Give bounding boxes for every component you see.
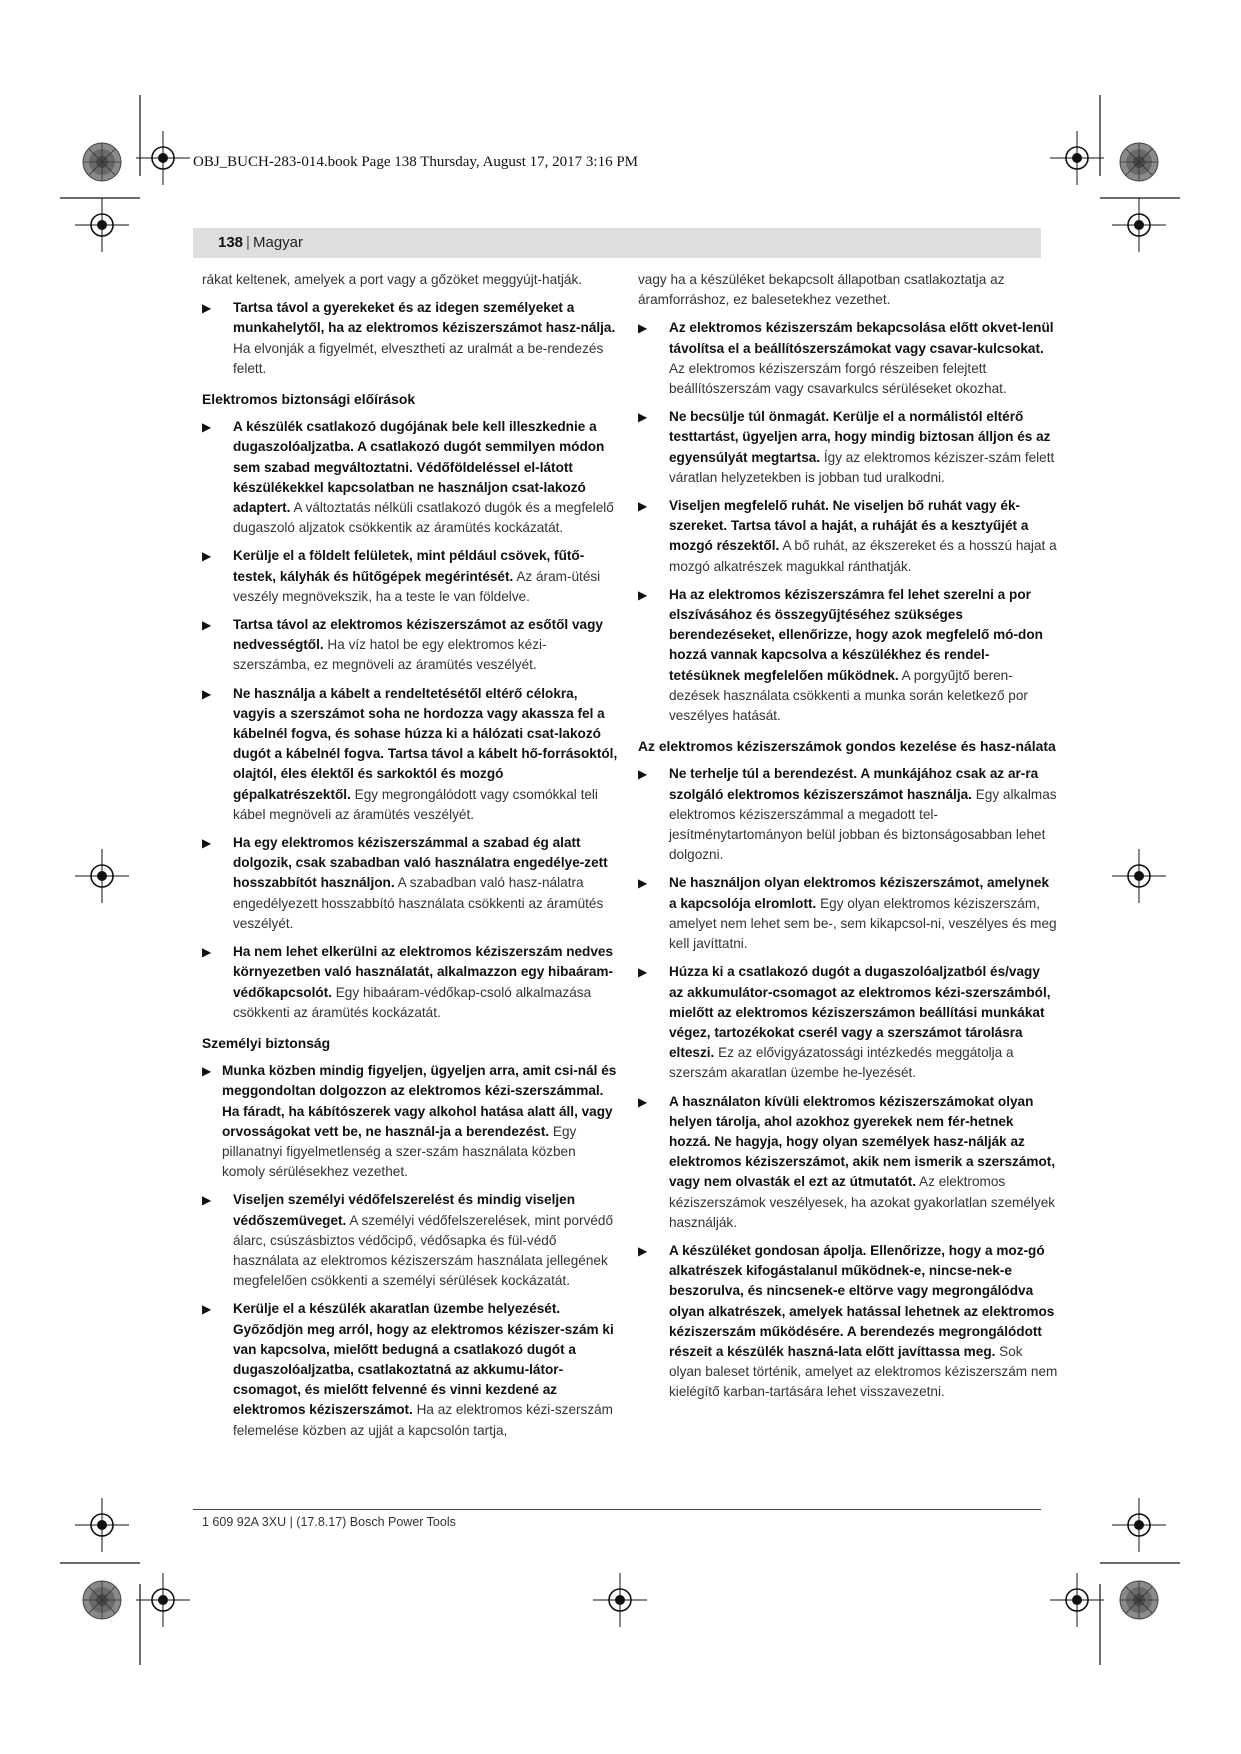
color-bar-circle-icon [1120, 143, 1158, 181]
bullet-item: ▶ Ha egy elektromos kéziszerszámmal a szabad ég alatt dolgozik, csak szabadban való használatra engedélye-zett hosszabbítót használjon. A szabadban való hasz-nálatra engedélyezett hosszabbító használata csökkenti az áramütés veszélyét. [202, 835, 608, 931]
bullet-item: ▶ Kerülje el a földelt felületek, mint például csövek, fűtő-testek, kályhák és hűtőgépek megérintését. Az áram-ütési veszély megnövekszik, ha a teste le van földelve. [202, 548, 601, 604]
section-heading: Az elektromos kéziszerszámok gondos kezelése és hasz-nálata [638, 738, 1056, 755]
header-separator: | [246, 234, 250, 251]
registration-mark-icon [136, 131, 190, 185]
bullet-item: ▶ Tartsa távol az elektromos kéziszerszámot az esőtől vagy nedvességtől. Ha víz hatol be egy elektromos kézi-szerszámba, ez megnöveli az áramütés veszélyét. [202, 617, 603, 673]
bullet-item: ▶ Húzza ki a csatlakozó dugót a dugaszolóaljzatból és/vagy az akkumulátor-csomagot az elektromos kézi-szerszámból, mielőtt az elektromos kéziszerszámon beállítási munkákat végez, tartozékokat cserél vagy a szerszámot tárolásra elteszi. Ez az elővigyázatossági intézkedés meggátolja a szerszám akaratlan üzembe he-lyezését. [638, 964, 1051, 1081]
bullet-arrow-icon: ▶ [202, 1064, 212, 1079]
registration-mark-icon [1112, 198, 1166, 252]
color-bar-circle-icon [83, 1581, 121, 1619]
registration-mark-icon [75, 1498, 129, 1552]
paragraph: rákat keltenek, amelyek a port vagy a gőzöket meggyújt-hatják. [202, 272, 583, 287]
page-footer: 1 609 92A 3XU | (17.8.17) Bosch Power Tools [202, 1515, 456, 1529]
registration-mark-icon [593, 1573, 647, 1627]
bullet-arrow-icon: ▶ [638, 1094, 648, 1109]
bullet-item: ▶ Ne terhelje túl a berendezést. A munkájához csak az ar-ra szolgáló elektromos kéziszerszámot használja. Egy alkalmas elektromos kéziszerszámmal a megadott tel-jesítménytartományon belül jobban és biztonságosabban lehet dolgozni. [638, 766, 1057, 863]
bullet-item: ▶ Viseljen megfelelő ruhát. Ne viseljen bő ruhát vagy ék-szereket. Tartsa távol a haját, a ruháját és a kesztyűjét a mozgó részektől. A bő ruhát, az ékszereket és a hosszú hajat a mozgó alkatrészek magukkal ránthatják. [638, 498, 1057, 574]
registration-mark-icon [1050, 1573, 1104, 1627]
bullet-arrow-icon: ▶ [202, 945, 212, 960]
bullet-arrow-icon: ▶ [202, 836, 212, 851]
bullet-item: ▶ A használaton kívüli elektromos kéziszerszámokat olyan helyen tárolja, ahol azokhoz gyerekek nem fér-hetnek hozzá. Ne hagyja, hogy olyan személyek hasz-nálják az elektromos kéziszerszámot, akik nem ismerik a szerszámot, vagy nem olvasták el ezt az útmutatót. Az elektromos kéziszerszámok veszélyesek, ha azokat gyakorlatlan személyek használják. [638, 1093, 1056, 1230]
bullet-arrow-icon: ▶ [638, 767, 648, 782]
bullet-item: ▶ Tartsa távol a gyerekeket és az idegen személyeket a munkahelytől, ha az elektromos kéziszerszámot hasz-nálja. Ha elvonják a figyelmét, elvesztheti az uralmát a be-rendezés felett. [202, 300, 616, 376]
bullet-item: ▶ Ne használja a kábelt a rendeltetésétől eltérő célokra, vagyis a szerszámot soha ne hordozza vagy akassza fel a kábelnél fogva, és sohase húzza ki a hálózati csat-lakozó dugót a kábelnél fogva. Tartsa távol a kábelt hő-forrásoktól, olajtól, éles élektől és sarkoktól és mozgó gépalkatrészektől. Egy megrongálódott vagy csomókkal teli kábel megnöveli az áramütés veszélyét. [202, 685, 618, 822]
registration-mark-icon [1112, 849, 1166, 903]
bullet-item: ▶ Ha nem lehet elkerülni az elektromos kéziszerszám nedves környezetben való használatát, alkalmazzon egy hibaáram-védőkapcsolót. Egy hibaáram-védőkap-csoló alkalmazása csökkenti az áramütés kockázatát. [202, 944, 614, 1020]
registration-mark-icon [136, 1573, 190, 1627]
bullet-arrow-icon: ▶ [638, 499, 648, 514]
bullet-arrow-icon: ▶ [202, 1302, 212, 1317]
page-header [193, 228, 1041, 258]
bullet-item: ▶ Az elektromos kéziszerszám bekapcsolása előtt okvet-lenül távolítsa el a beállítószerszámokat vagy csavar-kulcsokat. Az elektromos kéziszerszám forgó részeiben felejtett beállítószerszám vagy csavarkulcs sérüléseket okozhat. [638, 320, 1054, 397]
bullet-arrow-icon: ▶ [202, 549, 212, 564]
right-column [638, 270, 1058, 1403]
bullet-item: ▶ A készüléket gondosan ápolja. Ellenőrizze, hogy a moz-gó alkatrészek kifogástalanul működnek-e, nincse-nek-e beszorulva, és nincsenek-e eltörve vagy megrongálódva olyan alkatrészek, amelyek hatással lehetnek az elektromos kéziszerszám működésére. A berendezés megrongálódott részeit a készülék haszná-lata előtt javíttassa meg. Sok olyan baleset történik, amelyet az elektromos kéziszerszám nem kielégítő karban-tartására lehet visszavezetni. [638, 1242, 1058, 1400]
bullet-item: ▶ Ha az elektromos kéziszerszámra fel lehet szerelni a por elszívásához és összegyűjtéséhez szükséges berendezéseket, ellenőrizze, hogy azok megfelelő mó-don hozzá vannak kapcsolva a készülékhez és rendel-tetésüknek megfelelően működnek. A porgyűjtő beren-dezések használata csökkenti a munka során keletkező por veszélyes hatását. [638, 586, 1043, 724]
bullet-arrow-icon: ▶ [202, 1193, 212, 1208]
color-bar-circle-icon [1120, 1581, 1158, 1619]
section-heading: Személyi biztonság [202, 1034, 331, 1051]
slug-line: OBJ_BUCH-283-014.book Page 138 Thursday, August 17, 2017 3:16 PM [193, 154, 639, 170]
bullet-item: ▶ Kerülje el a készülék akaratlan üzembe helyezését. Győződjön meg arról, hogy az elektromos kéziszer-szám ki van kapcsolva, mielőtt bedugná a csatlakozó dugót a dugaszolóaljzatba, csatlakoztatná az akkumu-látor-csomagot, és mielőtt felvenné és vinni kezdené az elektromos kéziszerszámot. Ha az elektromos kézi-szerszám felemelése közben az ujját a kapcsolón tartja, [202, 1301, 614, 1438]
paragraph: vagy ha a készüléket bekapcsolt állapotban csatlakoztatja az áramforráshoz, ez balesetekhez vezethet. [638, 272, 1005, 308]
color-bar-circle-icon [83, 143, 121, 181]
bullet-item: ▶ Ne becsülje túl önmagát. Kerülje el a normálistól eltérő testtartást, ügyeljen arra, hogy mindig biztosan álljon és az egyensúlyát megtartsa. Így az elektromos kéziszer-szám felett váratlan helyzetekben is jobban tud uralkodni. [638, 409, 1055, 485]
bullet-item: ▶ Viseljen személyi védőfelszerelést és mindig viseljen védőszemüveget. A személyi védőfelszerelések, mint porvédő álarc, csúszásbiztos védőcipő, védősapka és fül-védő használata az elektromos kéziszerszám használata jellegének megfelelően csökkenti a személyi sérülések kockázatát. [202, 1192, 614, 1289]
bullet-arrow-icon: ▶ [638, 1243, 648, 1258]
registration-mark-icon [1112, 1498, 1166, 1552]
section-heading: Elektromos biztonsági előírások [202, 391, 416, 408]
bullet-arrow-icon: ▶ [202, 686, 212, 701]
bullet-arrow-icon: ▶ [638, 965, 648, 980]
bullet-arrow-icon: ▶ [638, 587, 648, 602]
bullet-item: ▶ A készülék csatlakozó dugójának bele kell illeszkednie a dugaszolóaljzatba. A csatlakozó dugót semmilyen módon sem szabad megváltoztatni. Védőföldeléssel el-látott készülékekkel kapcsolatban ne használjon csat-lakozó adaptert. A változtatás nélküli csatlakozó dugók és a megfelelő dugaszoló aljzatok csökkentik az áramütés kockázatát. [202, 419, 614, 536]
registration-mark-icon [75, 849, 129, 903]
page-number: 138 [218, 234, 244, 251]
bullet-item: ▶ Ne használjon olyan elektromos kéziszerszámot, amelynek a kapcsolója elromlott. Egy olyan elektromos kéziszerszám, amelyet nem lehet sem be-, sem kikapcsol-ni, veszélyes és meg kell javíttatni. [638, 875, 1057, 952]
bullet-arrow-icon: ▶ [202, 420, 212, 435]
bullet-arrow-icon: ▶ [638, 876, 648, 891]
bullet-arrow-icon: ▶ [638, 321, 648, 336]
registration-mark-icon [1050, 131, 1104, 185]
bullet-arrow-icon: ▶ [202, 618, 212, 633]
bullet-arrow-icon: ▶ [638, 410, 648, 425]
left-column [202, 270, 622, 1441]
bullet-arrow-icon: ▶ [202, 301, 212, 316]
bullet-item: ▶ Munka közben mindig figyeljen, ügyeljen arra, amit csi-nál és meggondoltan dolgozzon az elektromos kézi-szerszámmal. Ha fáradt, ha kábítószerek vagy alkohol hatása alatt áll, vagy orvosságokat vett be, ne használ-ja a berendezést. Egy pillanatnyi figyelmetlenség a szer-szám használata közben komoly sérülésekhez vezethet. [202, 1063, 617, 1180]
registration-mark-icon [75, 198, 129, 252]
footer-rule [193, 1509, 1041, 1510]
header-language: Magyar [253, 234, 304, 251]
